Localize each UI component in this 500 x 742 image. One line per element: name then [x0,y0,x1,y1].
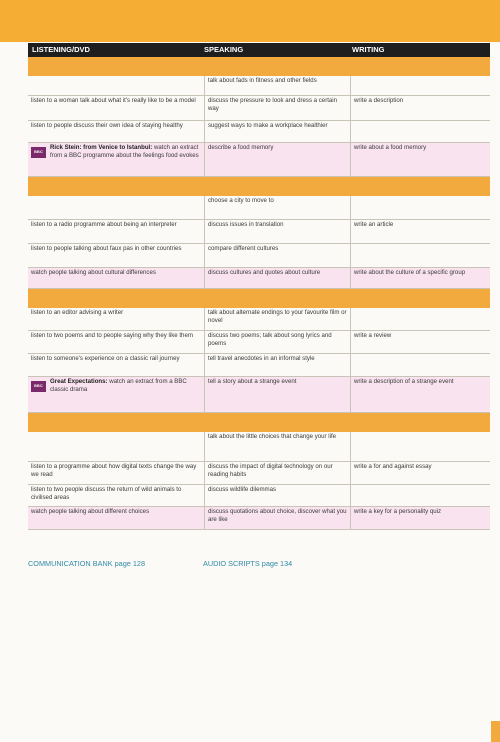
unit-band [28,413,490,432]
writing-cell: write a description [354,97,404,104]
writing-cell: write about a food memory [354,144,427,151]
writing-cell: write a for and against essay [354,463,432,470]
speaking-cell: tell travel anecdotes in an informal style [205,354,351,376]
table-row [28,96,490,121]
table-row [28,331,490,354]
listening-cell [28,432,205,461]
listening-cell [28,377,205,412]
table-header [28,43,490,57]
unit-band [28,289,490,308]
speaking-cell: talk about fads in fitness and other fields [205,76,351,95]
table-row [28,220,490,244]
listening-cell [28,143,205,176]
table-row [28,121,490,143]
writing-cell: write a review [354,332,392,339]
listening-cell: watch people talking about different choices [28,507,205,529]
listening-cell: listen to two poems and to people saying why they like them [28,331,205,353]
programme-title: Rick Stein: from Venice to Istanbul: [50,144,153,151]
page-tab-marker [491,721,500,742]
writing-cell [351,485,490,506]
table-row [28,244,490,268]
speaking-cell: tell a story about a strange event [205,377,351,412]
listening-cell [28,76,205,95]
speaking-cell: discuss two poems; talk about song lyrics and poems [205,331,351,353]
communication-bank-link[interactable]: COMMUNICATION BANK page 128 [28,559,146,568]
table-row [28,143,490,177]
speaking-cell: suggest ways to make a workplace healthier [205,121,351,142]
speaking-cell: discuss wildlife dilemmas [205,485,351,506]
speaking-cell: discuss the pressure to look and dress a certain way [205,96,351,120]
writing-cell [351,121,490,142]
unit-band [28,57,490,76]
programme-description: watch an extract from a BBC programme about the feelings food evokes [50,144,199,160]
table-row [28,507,490,530]
bbc-logo-icon: BBC [31,381,46,392]
table-row [28,432,490,462]
speaking-cell: talk about the little choices that change your life [205,432,351,461]
speaking-cell: compare different cultures [205,244,351,267]
listening-cell: listen to a woman talk about what it's really like to be a model [28,96,205,120]
table-row [28,354,490,377]
speaking-cell: discuss issues in translation [205,220,351,243]
writing-cell [351,244,490,267]
listening-cell [28,196,205,219]
writing-cell: write an article [354,221,394,228]
writing-cell [351,308,490,330]
table-row [28,377,490,413]
listening-cell: listen to two people discuss the return of wild animals to civilised areas [28,485,205,506]
table-row [28,308,490,331]
speaking-cell: talk about alternate endings to your favourite film or novel [205,308,351,330]
syllabus-table [28,57,490,530]
writing-cell [351,432,490,461]
listening-cell: listen to someone's experience on a classic rail journey [28,354,205,376]
listening-cell: listen to a programme about how digital texts change the way we read [28,462,205,484]
header-writing: WRITING [352,45,385,54]
speaking-cell: discuss quotations about choice, discover what you are like [205,507,351,529]
writing-cell [351,354,490,376]
writing-cell: write a key for a personality quiz [354,508,442,515]
audio-scripts-link[interactable]: AUDIO SCRIPTS page 134 [203,559,293,568]
listening-text [50,378,201,394]
top-color-band [0,0,500,42]
table-row [28,76,490,96]
header-speaking: SPEAKING [204,45,244,54]
table-row [28,485,490,507]
writing-cell: write a description of a strange event [354,378,454,385]
programme-title: Great Expectations: [50,378,108,385]
table-row [28,462,490,485]
listening-cell: listen to people talking about faux pas in other countries [28,244,205,267]
table-row [28,268,490,289]
writing-cell [351,76,490,95]
speaking-cell: discuss cultures and quotes about culture [205,268,351,288]
listening-cell: listen to people discuss their own idea of staying healthy [28,121,205,142]
header-listening: LISTENING/DVD [32,45,90,54]
speaking-cell: discuss the impact of digital technology on our reading habits [205,462,351,484]
unit-band [28,177,490,196]
listening-cell: listen to a radio programme about being an interpreter [28,220,205,243]
writing-cell [351,196,490,219]
listening-cell: watch people talking about cultural differences [28,268,205,288]
listening-cell: listen to an editor advising a writer [28,308,205,330]
listening-text [50,144,201,160]
table-row [28,196,490,220]
programme-description: watch an extract from a BBC classic drama [50,378,187,394]
bbc-logo-icon: BBC [31,147,46,158]
writing-cell: write about the culture of a specific group [354,269,466,276]
speaking-cell: describe a food memory [205,143,351,176]
speaking-cell: choose a city to move to [205,196,351,219]
